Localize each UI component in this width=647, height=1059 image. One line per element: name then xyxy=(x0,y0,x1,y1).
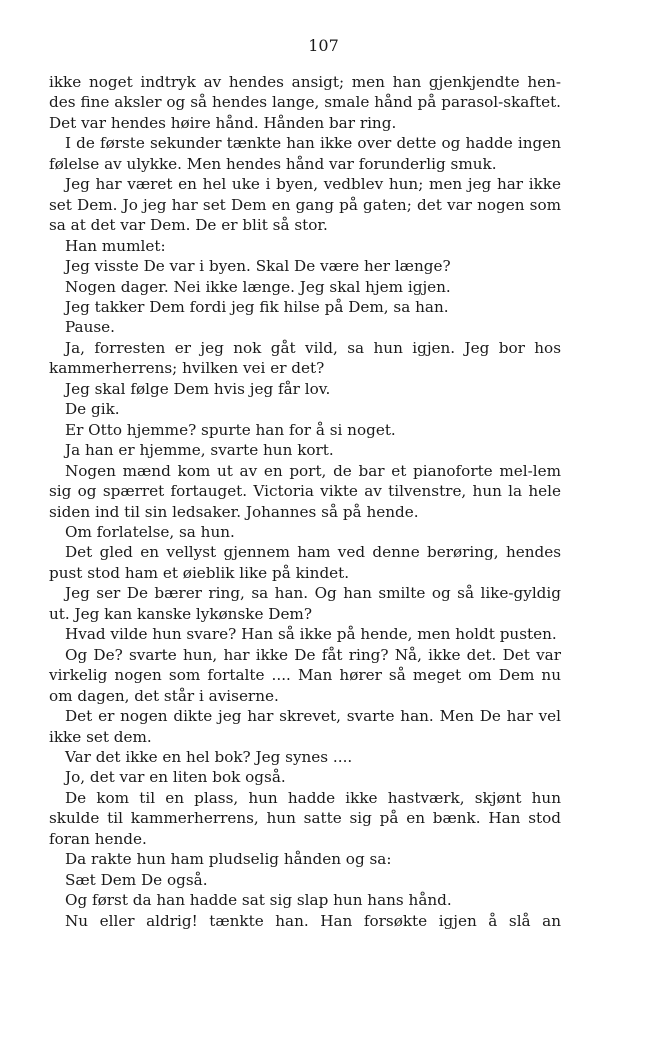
paragraph: Om forlatelse, sa hun. xyxy=(65,522,235,541)
paragraph: Jeg visste De var i byen. Skal De være her længe? xyxy=(65,257,451,276)
paragraph: De gik. xyxy=(65,400,120,419)
paragraph: Jeg ser De bærer ring, sa han. Og han smilte og så like-gyldig ut. Jeg kan kanske lykønske Dem? xyxy=(49,584,561,623)
paragraph: Jeg takker Dem fordi jeg fik hilse på Dem, sa han. xyxy=(65,297,449,316)
paragraph: I de første sekunder tænkte han ikke over dette og hadde ingen følelse av ulykke. Men hendes hånd var forunderlig smuk. xyxy=(49,134,561,173)
paragraph: Og De? svarte hun, har ikke De fåt ring? Nå, ikke det. Det var virkelig nogen som fortalte .... Man hører så meget om Dem nu om dagen, det står i aviserne. xyxy=(49,645,561,705)
paragraph: Han mumlet: xyxy=(65,236,166,255)
paragraph: Nu eller aldrig! tænkte han. Han forsøkte igjen å slå an xyxy=(65,911,561,930)
paragraph: Det gled en vellyst gjennem ham ved denne berøring, hendes pust stod ham et øieblik like på kindet. xyxy=(49,543,561,582)
paragraph: Ja, forresten er jeg nok gåt vild, sa hun igjen. Jeg bor hos kammerherrens; hvilken vei er det? xyxy=(49,338,561,378)
paragraph: De kom til en plass, hun hadde ikke hastværk, skjønt hun skulde til kammerherrens, hun satte sig på en bænk. Han stod foran hende. xyxy=(49,788,561,848)
paragraph: Sæt Dem De også. xyxy=(65,870,208,889)
paragraph: ikke noget indtryk av hendes ansigt; men han gjenkjendte hen-des fine aksler og så hendes lange, smale hånd på parasol-skaftet. Det var hendes høire hånd. Hånden bar ring. xyxy=(49,73,561,132)
paragraph: Og først da han hadde sat sig slap hun hans hånd. xyxy=(65,891,452,910)
paragraph: Det er nogen dikte jeg har skrevet, svarte han. Men De har vel ikke set dem. xyxy=(49,707,561,746)
paragraph: Jeg skal følge Dem hvis jeg får lov. xyxy=(65,379,331,398)
paragraph: Hvad vilde hun svare? Han så ikke på hende, men holdt pusten. xyxy=(65,625,557,644)
page-number: 107 xyxy=(308,36,339,55)
paragraph: Var det ikke en hel bok? Jeg synes .... xyxy=(65,747,353,766)
paragraph: Er Otto hjemme? spurte han for å si noget. xyxy=(65,420,396,439)
paragraph: Da rakte hun ham pludselig hånden og sa: xyxy=(65,850,392,869)
paragraph: Nogen mænd kom ut av en port, de bar et pianoforte mel-lem sig og spærret fortauget. Victoria vikte av tilvenstre, hun la hele siden ind til sin ledsaker. Johannes så på hende. xyxy=(49,461,561,521)
paragraph: Jeg har været en hel uke i byen, vedblev hun; men jeg har ikke set Dem. Jo jeg har set Dem en gang på gaten; det var nogen som sa at det var Dem. De er blit så stor. xyxy=(49,175,561,235)
paragraph: Pause. xyxy=(65,318,115,337)
body-text xyxy=(49,72,561,931)
paragraph: Ja han er hjemme, svarte hun kort. xyxy=(65,441,334,460)
paragraph: Nogen dager. Nei ikke længe. Jeg skal hjem igjen. xyxy=(65,277,451,296)
paragraph: Jo, det var en liten bok også. xyxy=(65,768,286,787)
